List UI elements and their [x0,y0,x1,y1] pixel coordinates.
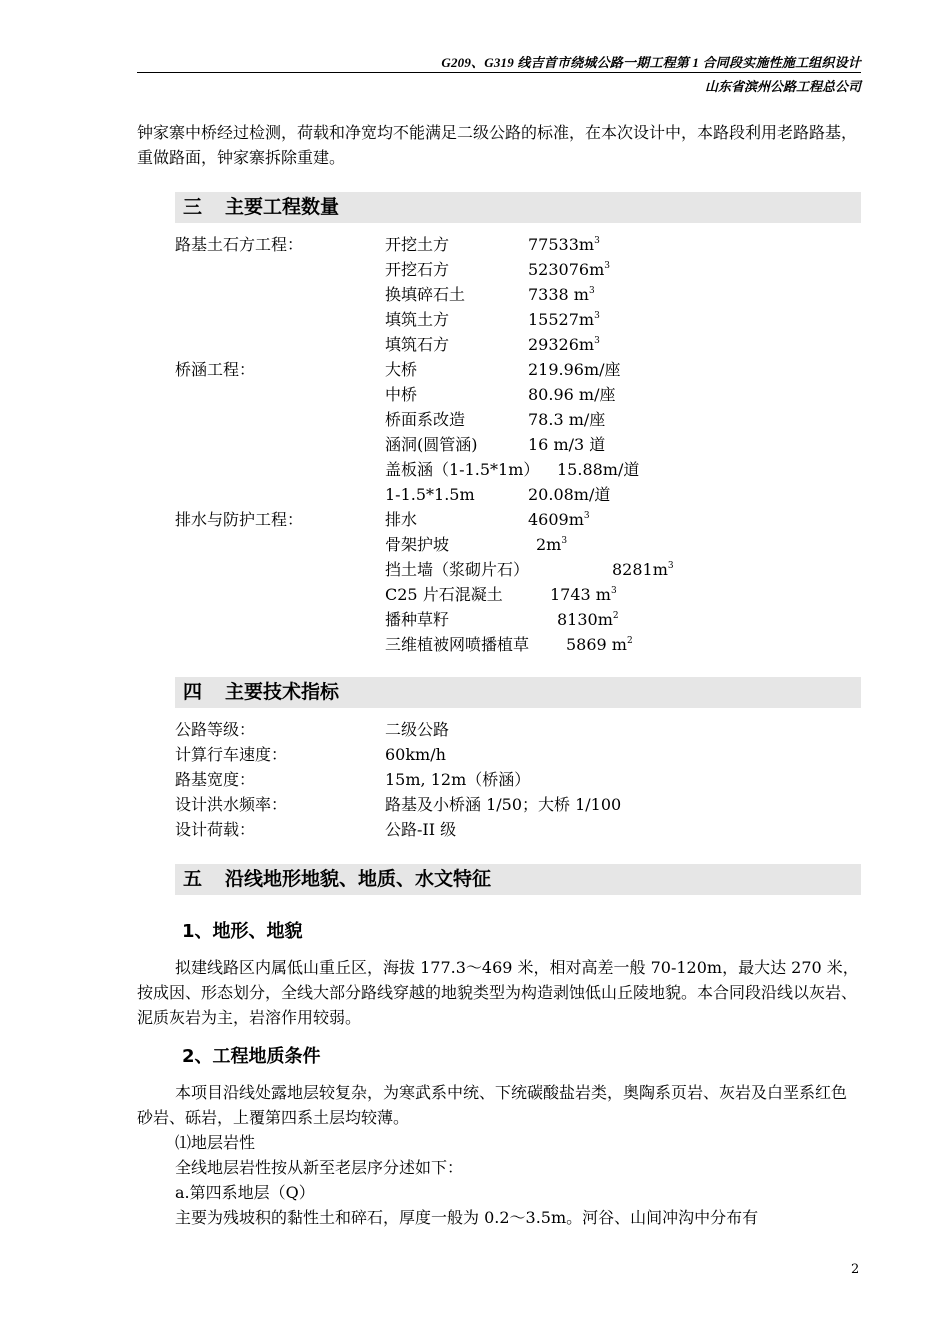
quantity-value [528,307,600,332]
unit-exponent: 3 [561,536,568,546]
unit-exponent: 3 [594,311,600,321]
quantity-item: 大桥 [385,360,418,379]
quantity-category: 路基土石方工程： [175,235,304,254]
quantity-item: 盖板涵（1-1.5*1m） [385,460,540,479]
tech-indicator-row [0,767,950,792]
quantity-value [557,457,639,482]
header-title: G209、G319 线吉首市绕城公路一期工程第 1 合同段实施性施工组织设计 [441,55,861,70]
quantity-number: 7338 m [528,285,589,304]
quantity-value [528,257,610,282]
section-5-number: 五 [183,868,203,890]
quantity-value [528,432,605,457]
quantity-item: 骨架护坡 [385,535,450,554]
unit-exponent: 3 [667,561,674,571]
quantity-row [0,357,950,382]
tech-indicator-value: 路基及小桥涵 1/50；大桥 1/100 [385,795,622,814]
quantity-row [0,307,950,332]
quantity-number: 77533m [528,235,595,254]
section-4-number: 四 [183,681,203,703]
quantity-item: 涵洞(圆管涵) [385,435,478,454]
quantity-row [0,607,950,632]
tech-indicator-label: 公路等级： [175,720,256,739]
quantity-number: 78.3 m/座 [528,410,606,429]
quantity-number: 523076m [528,260,605,279]
quantity-number: 16 m/3 道 [528,435,606,454]
quantity-value [528,482,610,507]
unit-exponent: 3 [583,511,590,521]
quantity-item: 中桥 [385,385,418,404]
quantity-item: 播种草籽 [385,610,450,629]
quantity-category: 桥涵工程： [175,360,256,379]
tech-indicator-label: 设计洪水频率： [175,795,288,814]
subsection-2-text: 本项目沿线处露地层较复杂，为寒武系中统、下统碳酸盐岩类，奥陶系页岩、灰岩及白垩系红色砂岩、砾岩，上覆第四系土层均较薄。 [137,1083,848,1127]
quantity-number: 20.08m/道 [528,485,611,504]
tech-indicator-value: 60km/h [385,745,446,764]
subsection-1-title: 1、地形、地貌 [182,921,303,942]
tech-indicator-value: 15m, 12m（桥涵） [385,770,531,789]
unit-exponent: 2 [612,611,619,621]
unit-exponent: 3 [588,286,595,296]
quantity-item: 换填碎石土 [385,285,466,304]
tech-indicator-value: 二级公路 [385,720,450,739]
quantity-item: 1-1.5*1.5m [385,485,475,504]
quantity-item: 填筑土方 [385,310,450,329]
quantity-value [557,607,619,632]
quantity-value [528,232,600,257]
quantity-row [0,232,950,257]
quantity-item: 开挖石方 [385,260,450,279]
quantity-row [0,332,950,357]
section-4-title: 主要技术指标 [225,681,340,703]
section-3-number: 三 [183,196,203,218]
tech-indicator-row [0,817,950,842]
quantity-item: 排水 [385,510,418,529]
quantity-number: 15.88m/道 [557,460,640,479]
unit-exponent: 3 [610,586,617,596]
quantity-row [0,557,950,582]
quantity-row [0,382,950,407]
list-item-order: 全线地层岩性按从新至老层序分述如下： [175,1158,464,1177]
quantity-number: 4609m [528,510,584,529]
tech-indicator-label: 路基宽度： [175,770,256,789]
section-3-heading [175,192,861,223]
quantity-row [0,532,950,557]
quantity-row [0,482,950,507]
quantity-number: 8281m [612,560,668,579]
quantity-value [528,407,605,432]
tech-indicator-label: 设计荷载： [175,820,256,839]
quantity-number: 80.96 m/座 [528,385,616,404]
quantity-value [528,357,621,382]
list-item-strata: ⑴地层岩性 [175,1133,256,1152]
quantity-value [550,582,617,607]
quantity-row [0,282,950,307]
quantity-item: 挡土墙（浆砌片石） [385,560,530,579]
tech-indicator-value: 公路-II 级 [385,820,457,839]
quantity-row [0,457,950,482]
section-3-title: 主要工程数量 [225,196,340,218]
section-4-heading [175,677,861,708]
quantity-value [612,557,674,582]
quantity-row [0,582,950,607]
subsection-1-text: 拟建线路区内属低山重丘区，海拔 177.3～469 米，相对高差一般 70-120m，最大达 270 米，按成因、形态划分，全线大部分路线穿越的地貌类型为构造剥蚀低山丘陵地貌。本合同段沿线以灰岩、泥质灰岩为主，岩溶作用较弱。 [137,958,859,1027]
quantity-number: 15527m [528,310,595,329]
quantity-row [0,407,950,432]
quantity-value [528,282,595,307]
quantity-item: 三维植被网喷播植草 [385,635,530,654]
tech-indicator-row [0,792,950,817]
list-item-quaternary-text: 主要为残坡积的黏性土和碎石，厚度一般为 0.2～3.5m。河谷、山间冲沟中分布有 [175,1208,759,1227]
tech-indicator-row [0,717,950,742]
quantity-item: 开挖土方 [385,235,450,254]
quantity-number: 5869 m [566,635,627,654]
quantity-item: 填筑石方 [385,335,450,354]
tech-indicator-row [0,742,950,767]
quantity-row [0,432,950,457]
quantity-category: 排水与防护工程： [175,510,304,529]
unit-exponent: 3 [594,236,600,246]
tech-indicator-label: 计算行车速度： [175,745,288,764]
section-5-heading [175,864,861,895]
quantity-value [528,507,590,532]
quantity-number: 29326m [528,335,595,354]
quantity-number: 2m [536,535,562,554]
page-number: 2 [851,1262,860,1277]
section-5-title: 沿线地形地貌、地质、水文特征 [225,868,492,890]
quantity-row [0,507,950,532]
intro-paragraph: 钟家寨中桥经过检测，荷载和净宽均不能满足二级公路的标准，在本次设计中，本路段利用老路路基，重做路面，钟家寨拆除重建。 [137,123,858,167]
quantity-number: 8130m [557,610,613,629]
quantity-item: 桥面系改造 [385,410,466,429]
subsection-2-title: 2、工程地质条件 [182,1046,321,1067]
quantity-value [528,382,615,407]
quantity-value [528,332,600,357]
quantity-number: 1743 m [550,585,611,604]
quantity-row [0,257,950,282]
header-rule [137,72,861,73]
quantity-value [536,532,567,557]
unit-exponent: 2 [626,636,633,646]
list-item-quaternary: a.第四系地层（Q） [175,1183,315,1202]
header-company: 山东省滨州公路工程总公司 [704,79,861,94]
quantity-number: 219.96m/座 [528,360,621,379]
quantity-value [566,632,633,657]
unit-exponent: 3 [604,261,610,271]
quantity-item: C25 片石混凝土 [385,585,503,604]
quantity-row [0,632,950,657]
unit-exponent: 3 [594,336,600,346]
